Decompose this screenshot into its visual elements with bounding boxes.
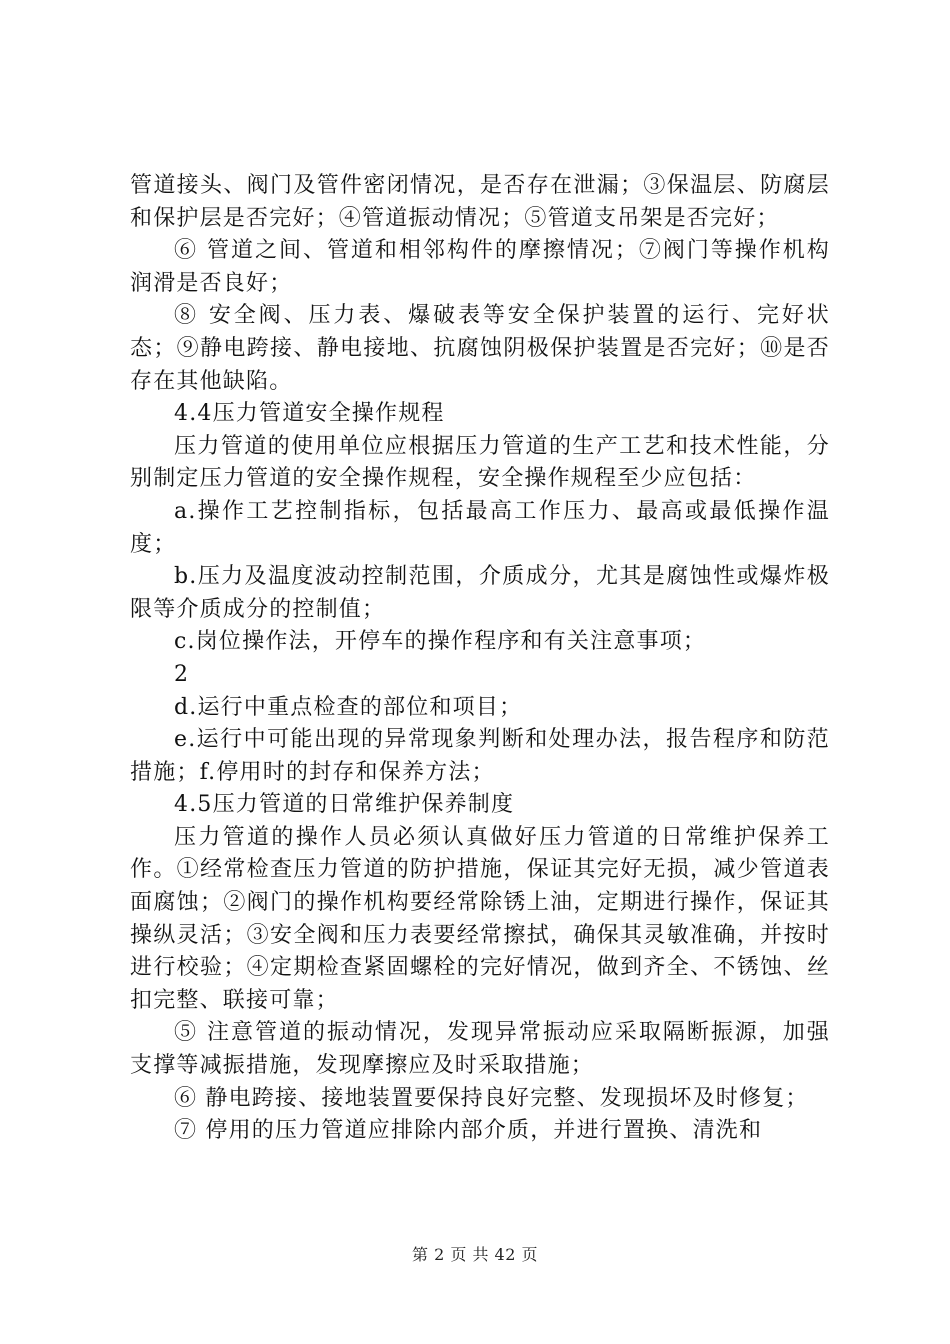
list-item: e.运行中可能出现的异常现象判断和处理办法，报告程序和防范措施；f.停用时的封存和保养方法； [130, 727, 830, 785]
paragraph: ⑥ 静电跨接、接地装置要保持良好完整、发现损坏及时修复； [174, 1085, 809, 1111]
paragraph: 管道接头、阀门及管件密闭情况，是否存在泄漏；③保温层、防腐层和保护层是否完好；④管道振动情况；⑤管道支吊架是否完好； [130, 173, 830, 231]
stray-number: 2 [174, 661, 190, 687]
paragraph: ⑦ 停用的压力管道应排除内部介质，并进行置换、清洗和 [174, 1118, 763, 1144]
paragraph: 压力管道的使用单位应根据压力管道的生产工艺和技术性能，分别制定压力管道的安全操作规程，安全操作规程至少应包括： [130, 433, 830, 492]
paragraph: ⑧ 安全阀、压力表、爆破表等安全保护装置的运行、完好状态；⑨静电跨接、静电接地、抗腐蚀阴极保护装置是否完好；⑩是否存在其他缺陷。 [130, 303, 830, 394]
list-item: d.运行中重点检查的部位和项目； [174, 694, 523, 720]
section-heading: 4.5压力管道的日常维护保养制度 [174, 792, 515, 818]
list-item: b.压力及温度波动控制范围，介质成分，尤其是腐蚀性或爆炸极限等介质成分的控制值； [130, 564, 830, 622]
paragraph: ⑥ 管道之间、管道和相邻构件的摩擦情况；⑦阀门等操作机构润滑是否良好； [130, 238, 830, 296]
paragraph: ⑤ 注意管道的振动情况，发现异常振动应采取隔断振源，加强支撑等减振措施，发现摩擦应及时采取措施； [130, 1020, 830, 1079]
paragraph: 压力管道的操作人员必须认真做好压力管道的日常维护保养工作。①经常检查压力管道的防护措施，保证其完好无损，减少管道表面腐蚀；②阀门的操作机构要经常除锈上油，定期进行操作，保证其操纵灵活；③安全阀和压力表要经常擦拭，确保其灵敏准确，并按时进行校验；④定期检查紧固螺栓的完好情况，做到齐全、不锈蚀、丝扣完整、联接可靠； [130, 824, 830, 1013]
section-heading: 4.4压力管道安全操作规程 [174, 401, 445, 427]
list-item: c.岗位操作法，开停车的操作程序和有关注意事项； [174, 629, 707, 655]
document-body [130, 170, 830, 1148]
page-footer: 第 2 页 共 42 页 [412, 1245, 538, 1264]
list-item: a.操作工艺控制指标，包括最高工作压力、最高或最低操作温度； [130, 498, 830, 557]
